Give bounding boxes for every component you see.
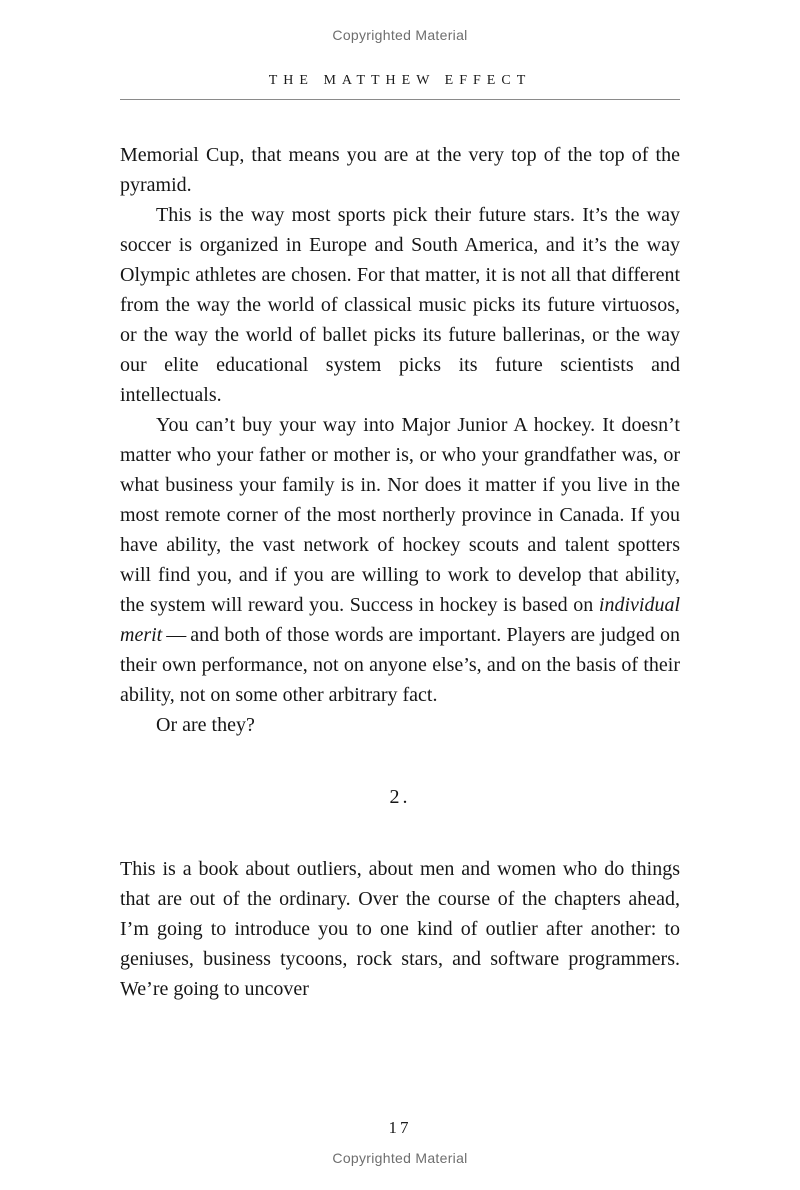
paragraph (120, 140, 680, 200)
copyright-notice-bottom: Copyrighted Material (332, 1150, 468, 1166)
copyright-notice-top: Copyrighted Material (332, 27, 468, 43)
paragraph (120, 710, 680, 740)
paragraph (120, 200, 680, 410)
page-footer (0, 1118, 800, 1190)
text-run: You can’t buy your way into Major Junior A hockey. It doesn’t matter who your father or mother is, or who your grandfather was, or what business your family is in. Nor does it matter if you live in the most remote corner of the most northerly province in Canada. If you have ability, the vast network of hockey scouts and talent spotters will find you, and if you are willing to work to develop that ability, the system will reward you. Success in hockey is based on (120, 414, 680, 616)
running-header: THE MATTHEW EFFECT (268, 73, 532, 88)
text-run: This is the way most sports pick their future stars. It’s the way soccer is organized in Europe and South America, and it’s the way Olympic athletes are chosen. For that matter, it is not all that different from the way the world of classical music picks its future virtuosos, or the way the world of ballet picks its future ballerinas, or the way our elite educational system picks its future scientists and intellectuals. (120, 204, 680, 406)
page-number: 17 (388, 1118, 412, 1137)
paragraph (120, 854, 680, 1004)
text-run: — and both of those words are important. Players are judged on their own performance, not on anyone else’s, and on the basis of their ability, not on some other arbitrary fact. (120, 624, 680, 706)
italic-text-run: individual merit (120, 594, 680, 646)
text-run: Or are they? (156, 714, 255, 736)
paragraph (120, 410, 680, 710)
body-text (120, 140, 680, 1004)
text-run: This is a book about outliers, about men and women who do things that are out of the ordinary. Over the course of the chapters ahead, I’m going to introduce you to one kind of outlier after another: to geniuses, business tycoons, rock stars, and software programmers. We’re going to uncover (120, 858, 680, 1000)
section-number: 2. (389, 786, 411, 808)
header-rule (120, 99, 680, 100)
text-run: Memorial Cup, that means you are at the very top of the top of the pyramid. (120, 144, 680, 196)
